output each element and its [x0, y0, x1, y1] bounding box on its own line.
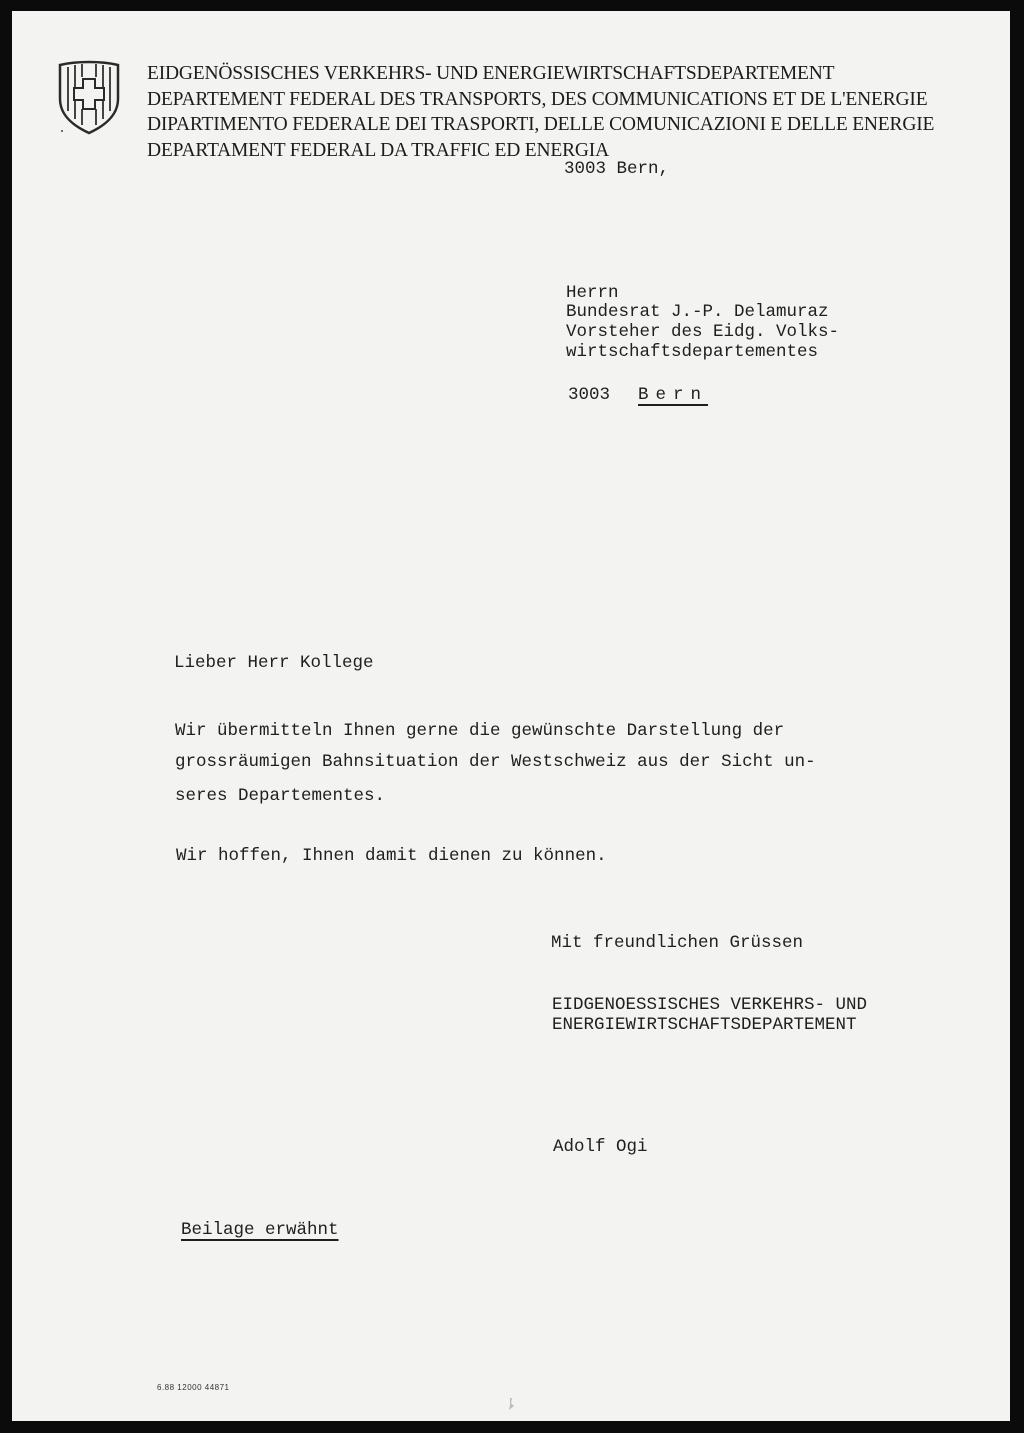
body-line: seres Departementes.	[175, 786, 386, 806]
enclosure-note: Beilage erwähnt	[181, 1220, 339, 1240]
body-line: Wir übermitteln Ihnen gerne die gewünschte Darstellung der	[175, 721, 785, 741]
recipient-line: Vorsteher des Eidg. Volks-	[566, 322, 840, 342]
recipient-city: Bern	[638, 385, 709, 405]
closing: Mit freundlichen Grüssen	[551, 933, 804, 953]
sender-line: ENERGIEWIRTSCHAFTSDEPARTEMENT	[552, 1015, 857, 1035]
letterhead-line-rm: DEPARTAMENT FEDERAL DA TRAFFIC ED ENERGIA	[147, 139, 609, 161]
place-date: 3003 Bern,	[564, 159, 670, 179]
body-line: grossräumigen Bahnsituation der Westschweiz aus der Sicht un-	[175, 752, 816, 772]
letterhead-line-it: DIPARTIMENTO FEDERALE DEI TRASPORTI, DELLE COMUNICAZIONI E DELLE ENERGIE	[147, 114, 935, 135]
letter-page	[12, 11, 1010, 1421]
body-paragraph-2: Wir hoffen, Ihnen damit dienen zu können.	[176, 846, 607, 866]
salutation: Lieber Herr Kollege	[174, 653, 374, 673]
sender-line: EIDGENOESSISCHES VERKEHRS- UND	[552, 995, 868, 1015]
recipient-postcode: 3003	[568, 385, 611, 405]
swiss-crest-icon	[56, 59, 122, 135]
recipient-line: Bundesrat J.-P. Delamuraz	[566, 302, 829, 322]
letterhead	[147, 61, 1007, 163]
recipient-line: Herrn	[566, 283, 619, 303]
signature-name: Adolf Ogi	[553, 1137, 648, 1157]
recipient-line: wirtschaftsdepartementes	[566, 342, 819, 362]
paper-speck-icon	[505, 1397, 517, 1411]
form-code: 6.88 12000 44871	[157, 1383, 230, 1392]
letterhead-line-de: EIDGENÖSSISCHES VERKEHRS- UND ENERGIEWIRTSCHAFTSDEPARTEMENT	[147, 63, 835, 84]
letterhead-line-fr: DEPARTEMENT FEDERAL DES TRANSPORTS, DES COMMUNICATIONS ET DE L'ENERGIE	[147, 88, 928, 110]
